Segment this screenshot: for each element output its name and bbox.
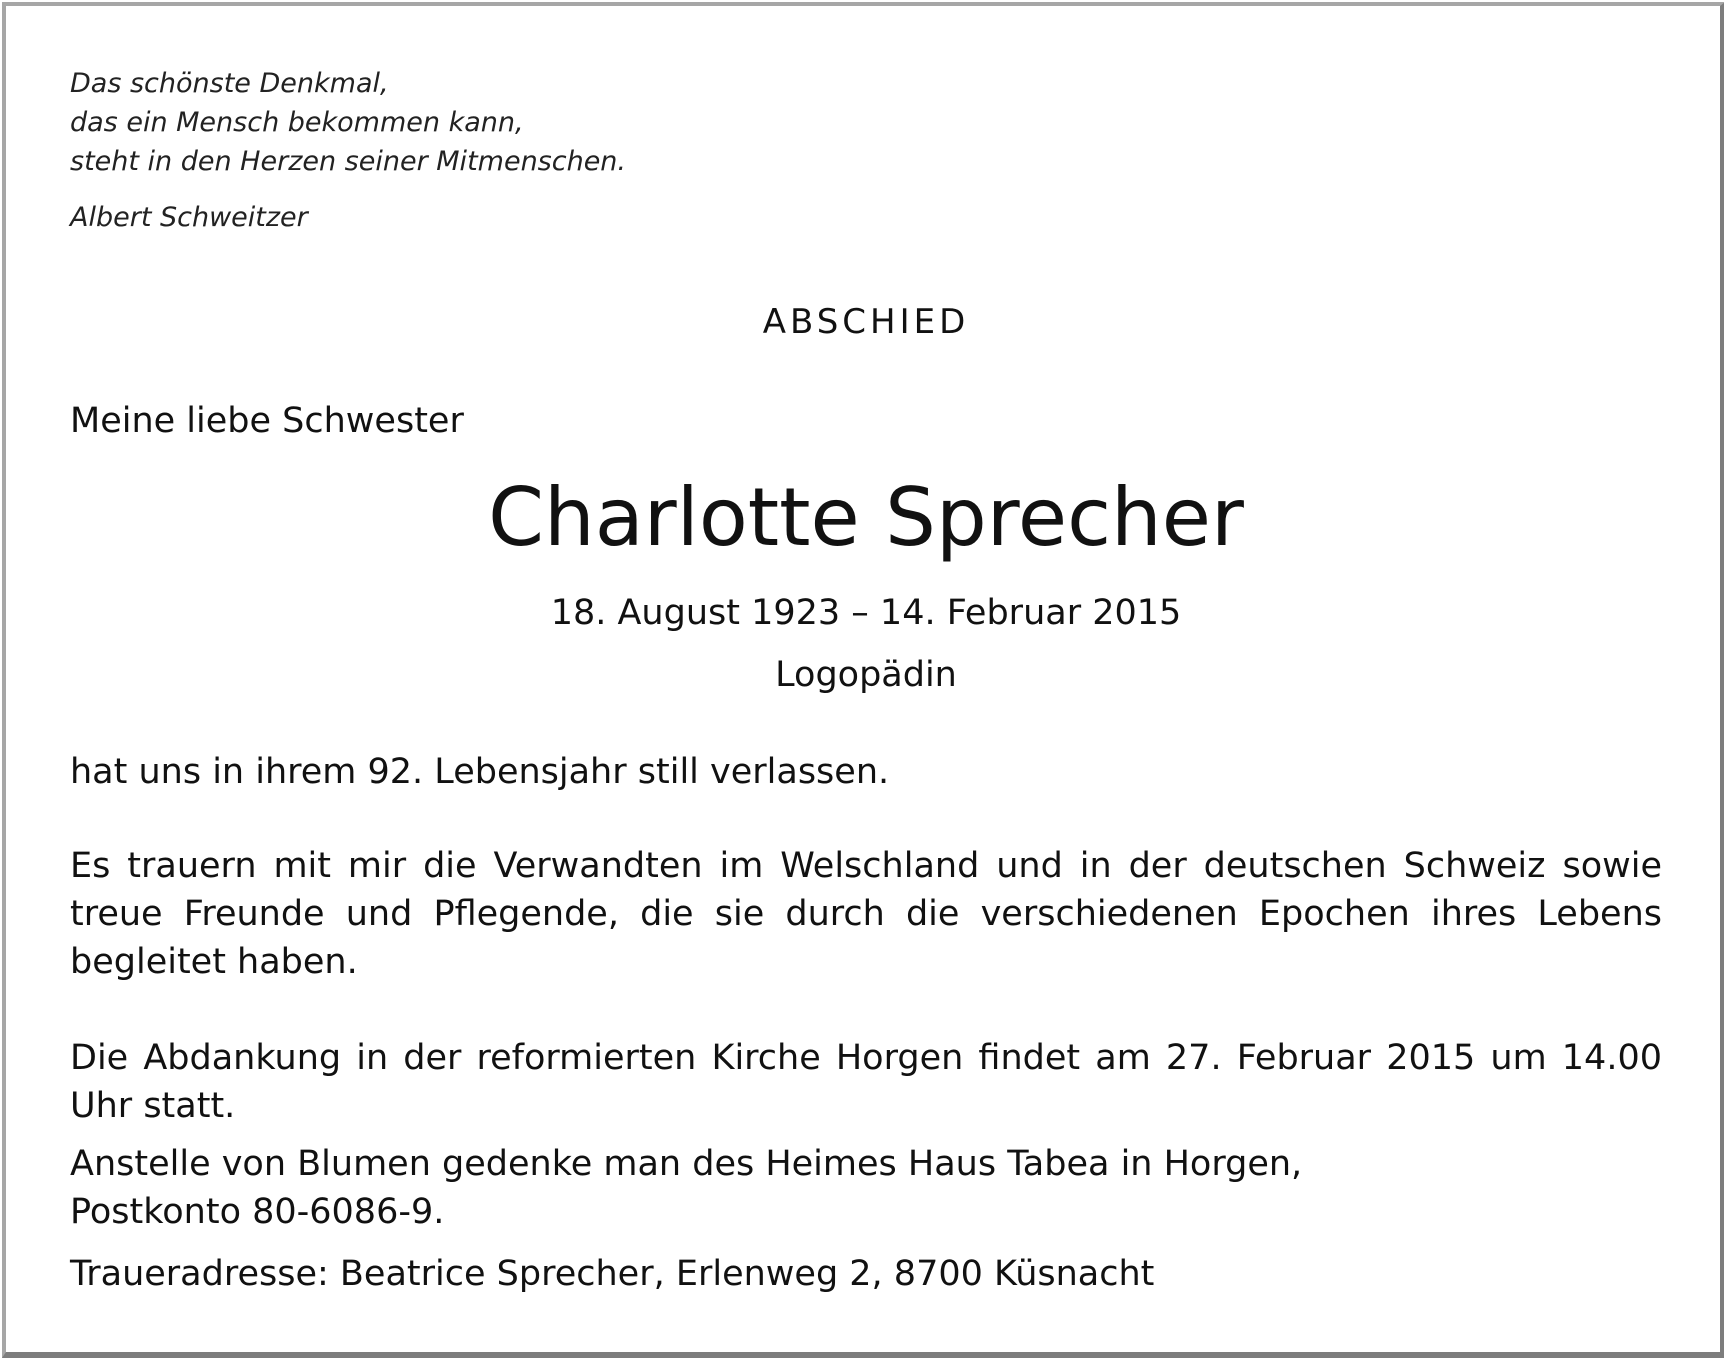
mourning-address: Traueradresse: Beatrice Sprecher, Erlenweg 2, 8700 Küsnacht [70,1254,1155,1294]
paragraph-line: Es trauern mit mir die Verwandten im Welschland und in der deutschen Schweiz sowie [70,846,1662,886]
ceremony-paragraph [70,1034,1662,1130]
quote-line: steht in den Herzen seiner Mitmenschen. [70,146,627,177]
paragraph-line: begleitet haben. [70,942,358,982]
paragraph-line: Anstelle von Blumen gedenke man des Heimes Haus Tabea in Horgen, [70,1144,1303,1184]
mourners-paragraph [70,842,1662,986]
quote-author: Albert Schweitzer [70,202,308,233]
quote-line: Das schönste Denkmal, [70,68,389,99]
paragraph-line: Postkonto 80-6086-9. [70,1192,445,1232]
paragraph-line: Die Abdankung in der reformierten Kirche Horgen findet am 27. Februar 2015 um 14.00 [70,1038,1662,1078]
donation-paragraph [70,1140,1662,1236]
quote-line: das ein Mensch bekommen kann, [70,107,524,138]
obituary-notice [2,2,1724,1358]
announcement-paragraph: hat uns in ihrem 92. Lebensjahr still verlassen. [70,752,890,792]
life-dates: 18. August 1923 – 14. Februar 2015 [550,593,1182,633]
paragraph-line: Uhr statt. [70,1086,236,1126]
paragraph-line: treue Freunde und Pflegende, die sie durch die verschiedenen Epochen ihres Lebens [70,894,1662,934]
profession: Logopädin [775,655,957,695]
deceased-name: Charlotte Sprecher [488,471,1244,564]
notice-heading: ABSCHIED [762,302,970,342]
quote [70,64,626,181]
greeting: Meine liebe Schwester [70,401,464,441]
